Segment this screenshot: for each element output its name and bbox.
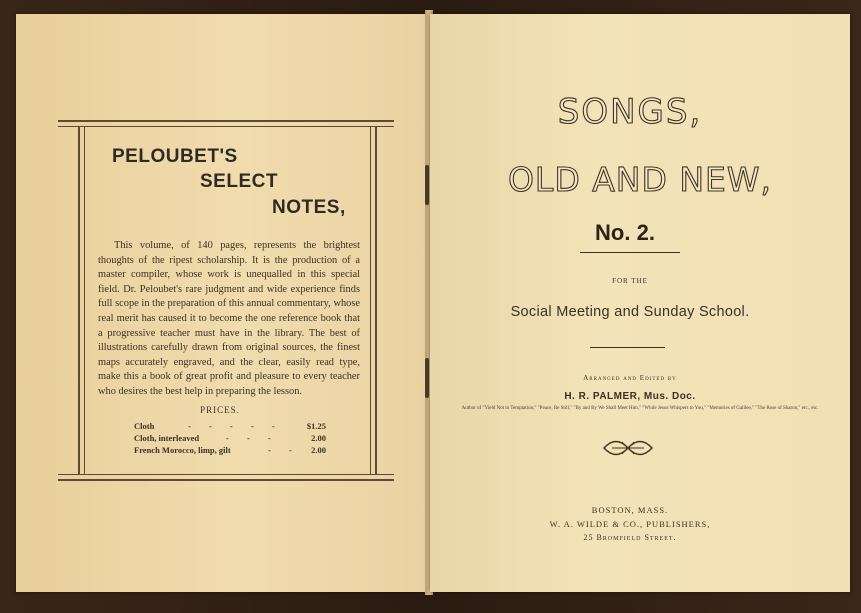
for-the-text: FOR THE — [612, 277, 648, 285]
title-line1: SONGS, — [557, 92, 703, 132]
price-label: French Morocco, limp, gilt — [134, 445, 231, 455]
price-label: Cloth — [134, 421, 155, 431]
price-leader: - - - — [226, 433, 279, 443]
right-page — [430, 14, 850, 592]
author-credits: Author of "Yield Not to Temptation," "Peace, Be Still," "By and By We Shall Meet Him," "While Jesus Whispers to You," "Memories of Galilee," "The Rose of Sharon," etc., etc. — [461, 406, 819, 411]
frame-right-rule — [375, 126, 377, 474]
imprint-publisher: W. A. WILDE & CO., PUBLISHERS, — [549, 519, 711, 529]
staple-top — [425, 165, 429, 205]
arranged-by-text: Arranged and Edited by — [583, 374, 677, 382]
imprint-street: 25 Bromfield Street. — [583, 533, 677, 542]
ad-title-line2: SELECT — [200, 171, 278, 192]
frame-top-rule-inner — [58, 126, 394, 127]
subtitle: Social Meeting and Sunday School. — [510, 304, 750, 320]
ad-title-line3: NOTES, — [272, 197, 346, 218]
divider-under-number — [580, 252, 680, 253]
price-leader: - - — [268, 445, 300, 455]
frame-right-rule-inner — [370, 126, 371, 474]
ornament-icon — [602, 433, 654, 463]
ad-title-line1: PELOUBET'S — [112, 146, 238, 167]
frame-left-rule-inner — [84, 126, 85, 474]
editor-name: H. R. PALMER, Mus. Doc. — [564, 391, 696, 402]
price-amount: 2.00 — [311, 433, 326, 443]
price-label: Cloth, interleaved — [134, 433, 200, 443]
frame-bottom-rule — [58, 474, 394, 475]
price-leader: - - - - - — [188, 421, 283, 431]
frame-bottom-rule-outer — [58, 479, 394, 481]
frame-left-rule — [78, 126, 80, 474]
price-amount: $1.25 — [306, 421, 326, 431]
imprint-city: BOSTON, MASS. — [591, 505, 669, 515]
prices-heading: PRICES. — [200, 405, 240, 415]
divider-middle — [590, 347, 665, 348]
ad-body-text: This volume, of 140 pages, represents the brightest thoughts of the ripest scholarship. It is the production of a master compiler, whose work is unequalled in this special field. Dr. Peloubet's rare judgment and wide experience finds full scope in the preparation of this annual commentary, whose real merit has caused it to become the one reference book that a progressive teacher must have in the library. The best of illustrations carefully drawn from original sources, the finest maps accurately engraved, and the clear, easily read type, make this a book of great profit and pleasure to every teacher who desires the best help in preparing the lesson. — [98, 240, 360, 397]
frame-top-rule — [58, 120, 394, 122]
title-line2: OLD AND NEW, — [507, 160, 773, 199]
issue-number: No. 2. — [595, 220, 655, 245]
price-amount: 2.00 — [311, 445, 326, 455]
